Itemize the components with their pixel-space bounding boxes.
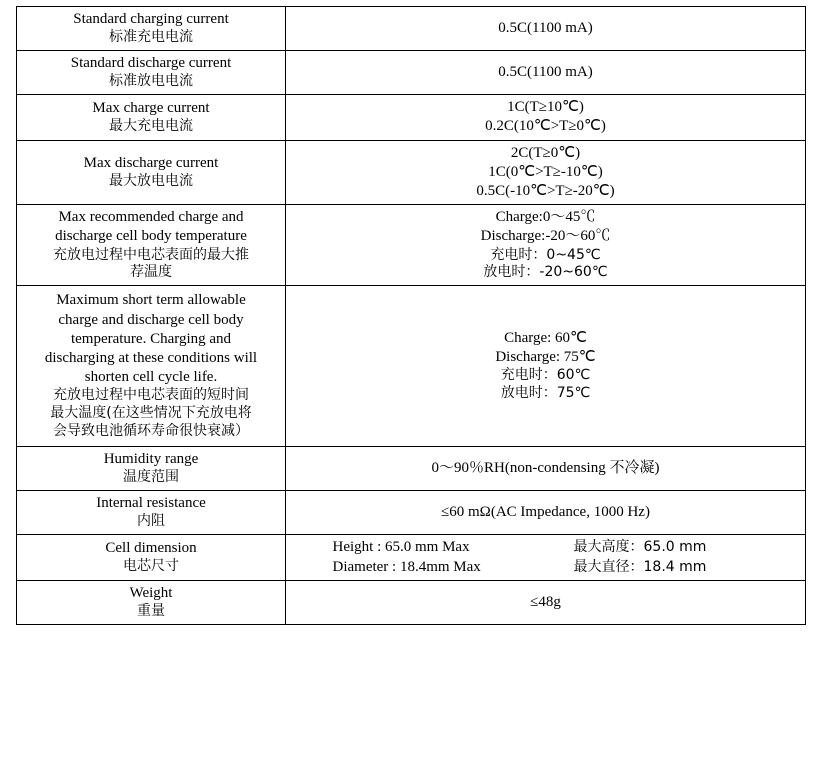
row-value-max-charge-current: [286, 95, 806, 140]
label-en: Standard discharge current: [70, 55, 232, 72]
row-label-max-charge-current: [17, 95, 286, 140]
label-en: Weight: [129, 584, 173, 601]
label-en: discharging at these conditions will: [44, 349, 258, 366]
table-row: [17, 7, 806, 51]
table-row: [17, 140, 806, 205]
label-en: charge and discharge cell body: [58, 311, 244, 328]
row-value-standard-discharge-current: [286, 51, 806, 95]
label-cn: 标准放电电流: [109, 73, 193, 90]
row-value-weight: [286, 580, 806, 624]
label-cn: 电芯尺寸: [123, 558, 179, 575]
row-label-humidity-range: [17, 446, 286, 490]
row-label-standard-discharge-current: [17, 51, 286, 95]
label-en: temperature. Charging and: [70, 330, 232, 347]
label-en: discharge cell body temperature: [55, 228, 247, 245]
row-value-humidity-range: [286, 446, 806, 490]
value-line: 0.5C(1100 mA): [498, 64, 593, 81]
table-row: [17, 446, 806, 490]
table-row: [17, 286, 806, 447]
dimension-row-diameter: [286, 557, 805, 577]
value-line: 0.2C(10℃>T≥0℃): [485, 118, 606, 135]
label-cn: 重量: [137, 602, 165, 619]
value-line: ≤60 mΩ(AC Impedance, 1000 Hz): [441, 504, 650, 521]
row-value-max-short-term-temperature: [286, 286, 806, 447]
value-line: 0.5C(-10℃>T≥-20℃): [476, 182, 615, 199]
label-cn: 荐温度: [130, 264, 172, 281]
label-cn: 最大温度(在这些情况下充放电将: [50, 405, 252, 422]
label-cn: 最大放电电流: [109, 172, 193, 189]
table-row: [17, 491, 806, 535]
dimension-en: Diameter : 18.4mm Max: [332, 559, 481, 576]
row-label-max-discharge-current: [17, 140, 286, 205]
dimension-row-height: [286, 537, 805, 557]
row-label-internal-resistance: [17, 491, 286, 535]
label-en: Max recommended charge and: [58, 209, 244, 226]
value-line: Discharge: 75℃: [495, 349, 596, 366]
label-cn: 最大充电电流: [109, 118, 193, 135]
row-label-cell-dimension: [17, 535, 286, 581]
row-value-standard-charging-current: [286, 7, 806, 51]
row-value-max-recommended-temperature: [286, 205, 806, 286]
value-line-cn: 充电时：60℃: [500, 367, 591, 384]
dimension-cn: 最大高度：65.0 mm: [573, 539, 707, 556]
row-label-weight: [17, 580, 286, 624]
value-line-cn: 放电时：-20~60℃: [483, 264, 608, 281]
value-line: Charge:0～45℃: [495, 209, 596, 226]
value-line: 0.5C(1100 mA): [498, 19, 593, 36]
label-cn: 内阻: [137, 513, 165, 530]
label-en: Humidity range: [103, 450, 199, 467]
row-value-internal-resistance: [286, 491, 806, 535]
table-row: [17, 580, 806, 624]
label-en: Standard charging current: [73, 11, 229, 27]
dimension-en: Height : 65.0 mm Max: [332, 539, 470, 556]
label-en: shorten cell cycle life.: [84, 369, 218, 386]
value-line: 2C(T≥0℃): [510, 144, 581, 161]
row-label-max-recommended-temperature: [17, 205, 286, 286]
row-label-standard-charging-current: [17, 7, 286, 51]
value-line-cn: 放电时：75℃: [500, 385, 591, 402]
value-line: 1C(T≥10℃): [507, 99, 584, 116]
table-row: [17, 95, 806, 140]
value-line-cn: 充电时：0~45℃: [490, 246, 601, 263]
value-line: ≤48g: [530, 593, 561, 610]
battery-spec-table: [16, 6, 806, 625]
value-line: Discharge:-20～60℃: [480, 228, 611, 245]
row-label-max-short-term-temperature: [17, 286, 286, 447]
table-row: [17, 205, 806, 286]
dimension-cn: 最大直径：18.4 mm: [573, 559, 707, 576]
value-line: Charge: 60℃: [504, 330, 587, 347]
label-cn: 充放电过程中电芯表面的短时间: [53, 387, 249, 404]
label-en: Max discharge current: [83, 154, 219, 171]
table-row: [17, 51, 806, 95]
value-line: 1C(0℃>T≥-10℃): [488, 163, 603, 180]
label-en: Maximum short term allowable: [56, 292, 246, 309]
row-value-cell-dimension: [286, 535, 806, 581]
label-cn: 会导致电池循环寿命很快衰减）: [53, 423, 249, 440]
label-cn: 温度范围: [123, 469, 179, 486]
value-line: 0～90％RH(non-condensing 不冷凝): [431, 459, 660, 476]
label-cn: 标准充电电流: [109, 29, 193, 46]
label-en: Max charge current: [92, 99, 210, 116]
label-en: Cell dimension: [105, 539, 197, 556]
table-row: [17, 535, 806, 581]
label-cn: 充放电过程中电芯表面的最大推: [53, 246, 249, 263]
label-en: Internal resistance: [96, 495, 206, 512]
row-value-max-discharge-current: [286, 140, 806, 205]
